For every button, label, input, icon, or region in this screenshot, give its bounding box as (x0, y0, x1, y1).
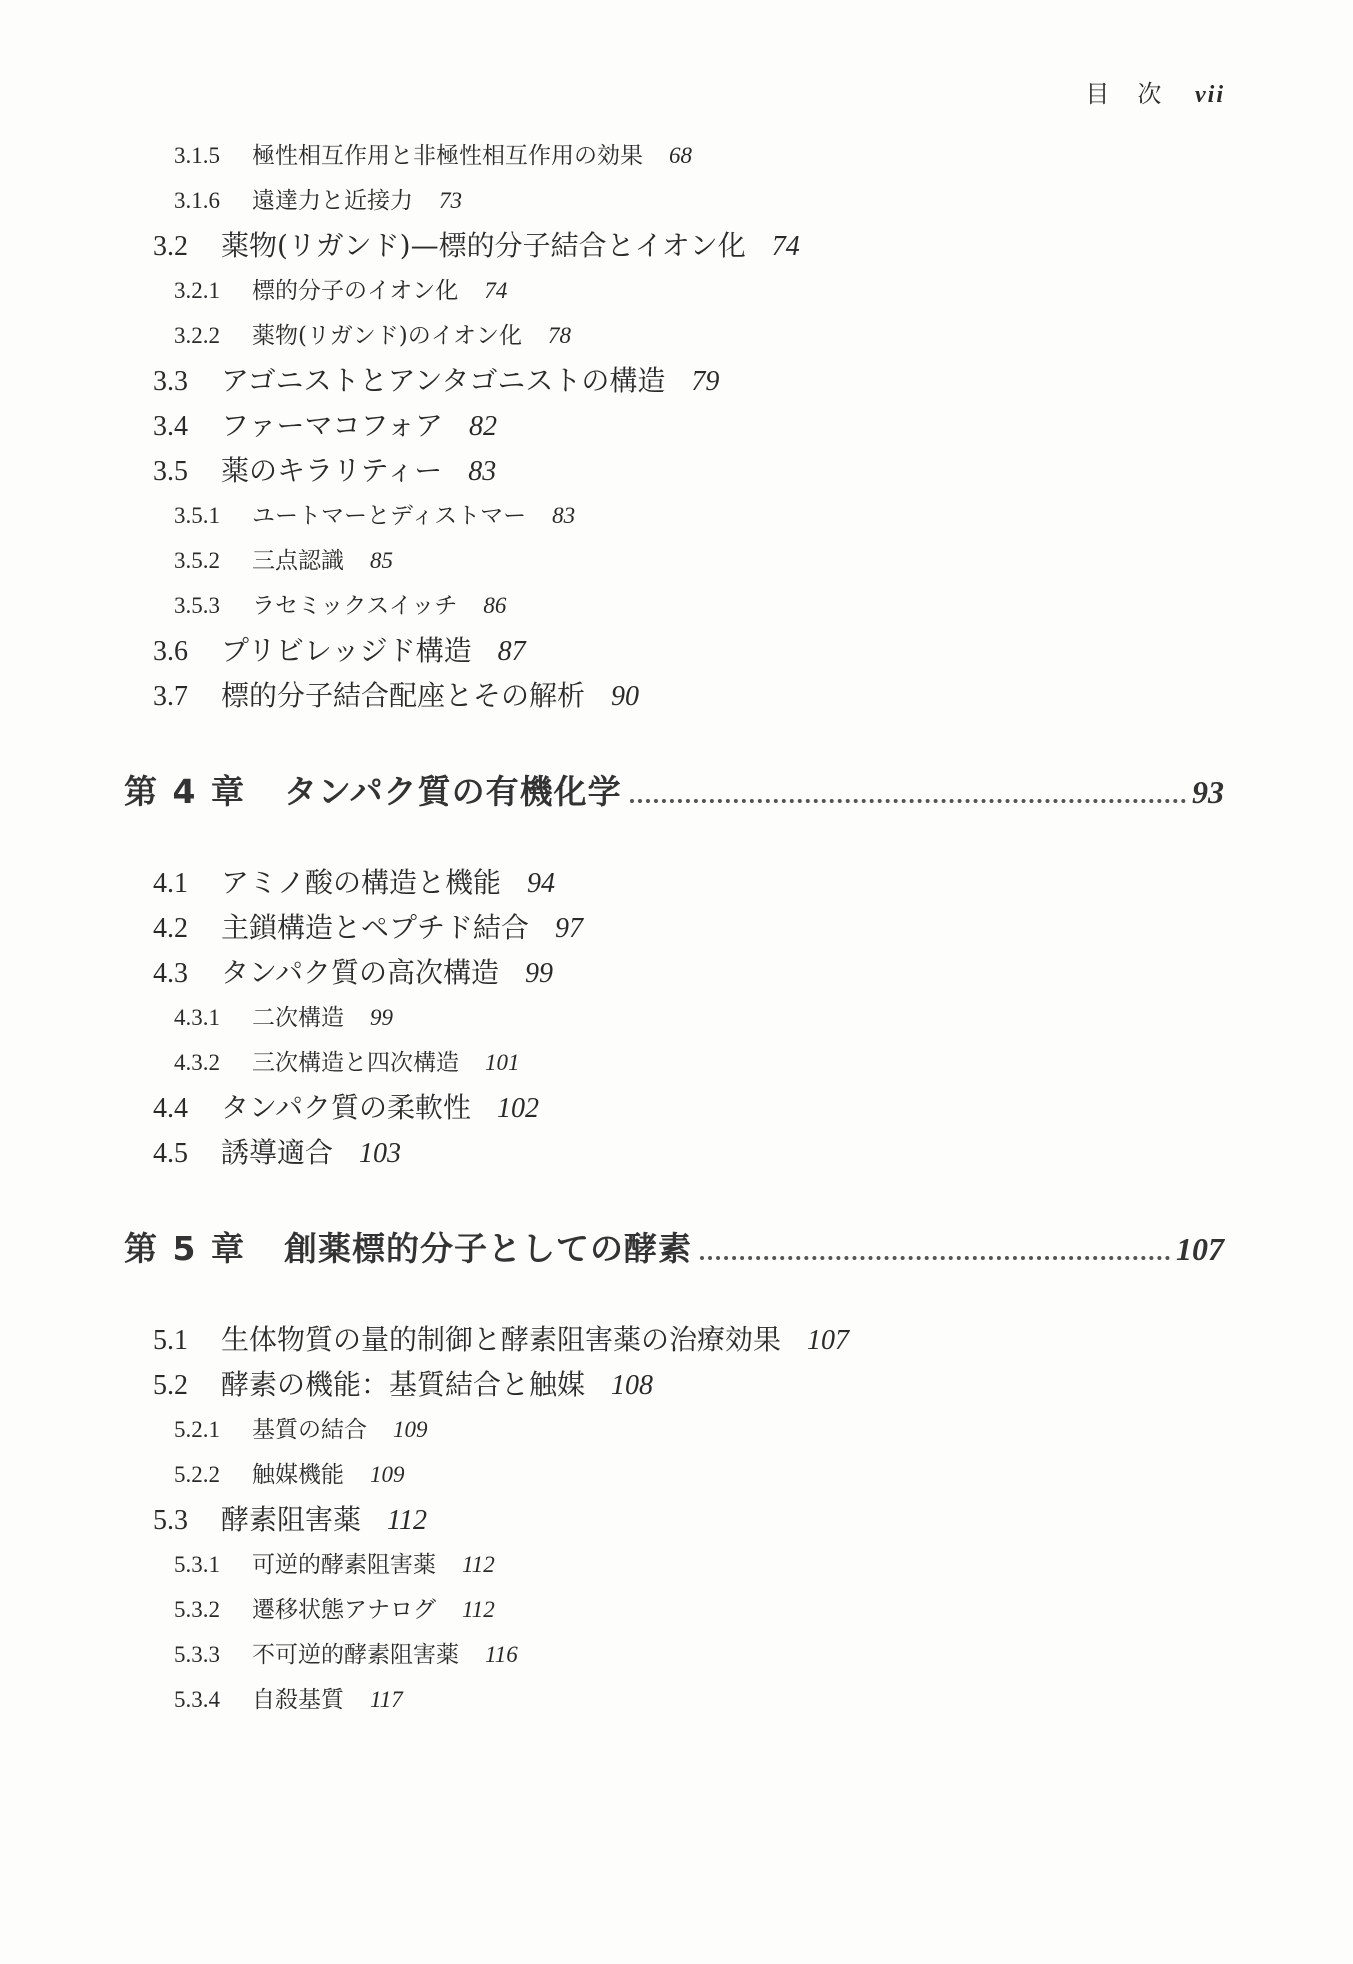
section-number: 5.2.1 (174, 1417, 220, 1442)
section-page-number: 74 (484, 278, 508, 303)
section-number: 5.3.4 (174, 1687, 220, 1712)
section-page-number: 112 (462, 1597, 495, 1622)
section-title: 極性相互作用と非極性相互作用の効果 (252, 143, 643, 169)
section-number: 5.1 (153, 1325, 188, 1356)
section-title: 主鎖構造とペプチド結合 (221, 911, 530, 944)
section-title: 自殺基質 (252, 1687, 344, 1713)
toc-subsection (0, 133, 1353, 178)
table-of-contents (0, 133, 1353, 1722)
toc-subsection (0, 538, 1353, 583)
section-number: 3.5.2 (174, 548, 220, 573)
section-title: ファーマコフォア (221, 409, 444, 442)
toc-section (0, 1317, 1353, 1362)
toc-subsection (0, 1542, 1353, 1587)
section-number: 3.2.1 (174, 278, 220, 303)
toc-section (0, 905, 1353, 950)
section-page-number: 86 (483, 593, 507, 618)
chapter-page-number: 107 (1176, 1231, 1224, 1267)
toc-section (0, 1362, 1353, 1407)
section-page-number: 112 (387, 1505, 427, 1536)
section-title: 触媒機能 (252, 1462, 344, 1488)
chapter-title: 創薬標的分子としての酵素 (283, 1229, 692, 1268)
section-page-number: 68 (669, 143, 692, 168)
toc-section (0, 673, 1353, 718)
section-title: 二次構造 (252, 1005, 344, 1031)
section-title: 酵素阻害薬 (221, 1503, 362, 1536)
section-number: 5.2.2 (174, 1462, 220, 1487)
section-title: 標的分子結合配座とその解析 (221, 679, 586, 712)
section-page-number: 74 (771, 231, 800, 262)
section-number: 4.2 (153, 913, 188, 944)
section-number: 3.7 (153, 681, 188, 712)
section-number: 3.6 (153, 636, 188, 667)
toc-section (0, 1497, 1353, 1542)
section-title: 薬物(リガンド)のイオン化 (252, 323, 523, 349)
toc-subsection (0, 1587, 1353, 1632)
section-title: 標的分子のイオン化 (252, 278, 459, 304)
chapter-number: 第 5 章 (124, 1229, 246, 1268)
toc-subsection (0, 995, 1353, 1040)
section-number: 5.3.3 (174, 1642, 220, 1667)
section-page-number: 112 (462, 1552, 495, 1577)
section-title: 薬物(リガンド)—標的分子結合とイオン化 (221, 229, 746, 262)
chapter-title: タンパク質の有機化学 (283, 772, 622, 811)
running-head-title: 目 次 (1085, 80, 1164, 108)
section-title: 遷移状態アナログ (252, 1597, 436, 1623)
section-number: 4.1 (153, 868, 188, 899)
chapter-page-number: 93 (1192, 774, 1224, 810)
toc-subsection (0, 1040, 1353, 1085)
section-number: 3.5 (153, 456, 188, 487)
section-title: 可逆的酵素阻害薬 (252, 1552, 436, 1578)
section-number: 4.3.2 (174, 1050, 220, 1075)
toc-section (0, 860, 1353, 905)
section-number: 5.2 (153, 1370, 188, 1401)
toc-section (0, 1085, 1353, 1130)
section-title: 三点認識 (252, 548, 344, 574)
section-page-number: 83 (552, 503, 576, 528)
toc-subsection (0, 1452, 1353, 1497)
section-page-number: 73 (439, 188, 462, 213)
running-head-page-number: vii (1195, 82, 1225, 108)
dot-leader (630, 799, 1186, 803)
running-head (1085, 74, 1225, 109)
section-page-number: 116 (485, 1642, 518, 1667)
section-title: プリビレッジド構造 (221, 634, 472, 667)
section-number: 3.1.5 (174, 143, 220, 168)
section-number: 3.2 (153, 231, 188, 262)
toc-section (0, 223, 1353, 268)
section-page-number: 109 (370, 1462, 405, 1487)
section-page-number: 102 (497, 1093, 540, 1124)
toc-subsection (0, 493, 1353, 538)
section-page-number: 107 (807, 1325, 850, 1356)
section-page-number: 103 (359, 1138, 402, 1169)
toc-subsection (0, 1677, 1353, 1722)
toc-subsection (0, 583, 1353, 628)
toc-section (0, 403, 1353, 448)
section-page-number: 99 (370, 1005, 393, 1030)
chapter-heading (124, 762, 1224, 822)
section-title: アゴニストとアンタゴニストの構造 (221, 364, 666, 397)
section-title: ラセミックスイッチ (252, 593, 458, 619)
section-page-number: 82 (469, 411, 498, 442)
section-page-number: 99 (525, 958, 554, 989)
section-title: 薬のキラリティー (221, 454, 443, 487)
chapter-heading (124, 1219, 1224, 1279)
section-title: 不可逆的酵素阻害薬 (252, 1642, 459, 1668)
section-number: 5.3 (153, 1505, 188, 1536)
section-title: 誘導適合 (221, 1136, 334, 1169)
section-title: タンパク質の高次構造 (221, 956, 500, 989)
toc-subsection (0, 1632, 1353, 1677)
section-page-number: 117 (370, 1687, 403, 1712)
section-title: 生体物質の量的制御と酵素阻害薬の治療効果 (221, 1323, 782, 1356)
toc-subsection (0, 1407, 1353, 1452)
section-number: 3.2.2 (174, 323, 220, 348)
section-number: 4.3.1 (174, 1005, 220, 1030)
toc-section (0, 950, 1353, 995)
section-title: 基質の結合 (252, 1417, 367, 1443)
section-number: 3.5.3 (174, 593, 220, 618)
section-page-number: 108 (611, 1370, 654, 1401)
section-title: ユートマーとディストマー (252, 503, 527, 529)
toc-section (0, 358, 1353, 403)
section-number: 3.3 (153, 366, 188, 397)
section-number: 4.5 (153, 1138, 188, 1169)
section-page-number: 90 (611, 681, 640, 712)
section-title: 酵素の機能：基質結合と触媒 (221, 1368, 586, 1401)
section-number: 5.3.2 (174, 1597, 220, 1622)
section-number: 3.5.1 (174, 503, 220, 528)
section-number: 5.3.1 (174, 1552, 220, 1577)
section-page-number: 109 (393, 1417, 428, 1442)
section-number: 4.3 (153, 958, 188, 989)
toc-subsection (0, 313, 1353, 358)
toc-subsection (0, 178, 1353, 223)
section-number: 3.4 (153, 411, 188, 442)
toc-section (0, 628, 1353, 673)
section-page-number: 79 (691, 366, 720, 397)
section-page-number: 85 (370, 548, 393, 573)
toc-section (0, 1130, 1353, 1175)
chapter-number: 第 4 章 (124, 772, 246, 811)
section-title: 三次構造と四次構造 (252, 1050, 459, 1076)
section-page-number: 97 (555, 913, 584, 944)
section-title: タンパク質の柔軟性 (221, 1091, 472, 1124)
section-page-number: 101 (485, 1050, 520, 1075)
section-number: 3.1.6 (174, 188, 220, 213)
section-page-number: 87 (497, 636, 526, 667)
section-title: アミノ酸の構造と機能 (221, 866, 502, 899)
section-number: 4.4 (153, 1093, 188, 1124)
toc-section (0, 448, 1353, 493)
section-title: 遠達力と近接力 (252, 188, 413, 214)
dot-leader (700, 1256, 1170, 1260)
section-page-number: 94 (527, 868, 556, 899)
section-page-number: 78 (548, 323, 572, 348)
section-page-number: 83 (468, 456, 497, 487)
toc-subsection (0, 268, 1353, 313)
